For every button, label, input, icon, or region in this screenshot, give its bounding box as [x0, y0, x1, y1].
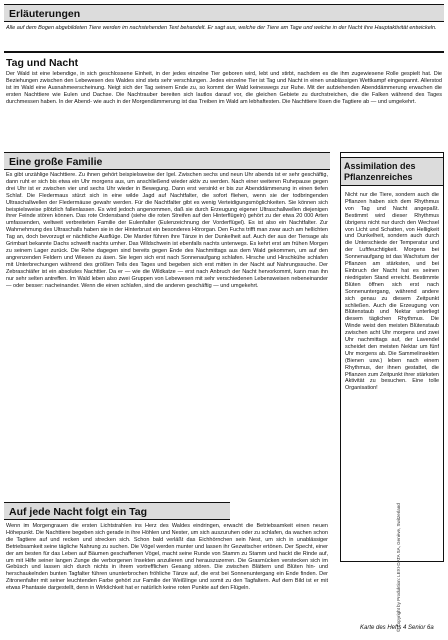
divider	[4, 51, 444, 53]
intro-text: Alle auf dem Bogen abgebildeten Tiere werden im nachstehenden Text behandelt. Er sagt aus, welche der Tiere am Tage und welche in der Nacht ihre Hauptaktivität entwickeln.	[6, 25, 437, 31]
assimilation-title: Assimilation des Pflanzenreiches	[341, 157, 443, 186]
day-night-text: Der Wald ist eine lebendige, in sich geschlossene Einheit, in der jedes einzelne Tier geboren wird, lebt und stirbt, nachdem es die ihm zugewiesene Rolle gespielt hat. Die Beziehungen zwischen den Lebewesen des Waldes sind stets sehr verschlungen. Jedes einzelne Tier ist Tag und Nacht in einen unablässigen Wettkampf eingespannt. Allerstod ist im Wald eine Ausnahmeerscheinung. Neigt sich der Tag seinem Ende zu, so kommt der Wald keineswegs zur Ruhe. Mit der aufziehenden Abenddämmerung erwachen die ersten Nachttiere wie Eulen und Dachse. Die Nachtrauber bereiten sich lautlos darauf vor, die gleichen Gebiete zu durchstreichen, die die Falken während des Tages durchmessen haben. In der Abend- wie auch in der Morgendämmerung ist das Treiben im Wald am lebhaftesten. Die Nachttiere lösen die Tagtiere ab — und umgekehrt.	[6, 71, 442, 105]
family-title: Eine große Familie	[4, 152, 330, 170]
assimilation-text: Nicht nur die Tiere, sondern auch die Pflanzen haben sich dem Rhythmus von Tag und Nacht angepaßt. Bestimmt wird dieser Rhythmus übrigens nicht nur durch den Wechsel von Licht und Schatten, von Helligkeit und Dunkelheit, sondern auch durch die Unterschiede der Temperatur und der Luftfeuchtigkeit. Morgens bei Sonnenaufgang ist das Wachstum der Pflanzen am stärksten, und bei Einbruch der Nacht hat es seinen niedrigsten Stand erreicht. Bestimmte Blüten öffnen sich erst nach Sonnenuntergang, während andere sich genau zu diesem Zeitpunkt schließen. Auch die Erzeugung von Blütenstaub und Nektar unterliegt diesem täglichen Rhythmus. Die Winde weist den meisten Blütenstaub zwischen acht Uhr morgens und zwei Uhr nachmittags auf, der Lavendel scheidet den meisten Nektar um fünf Uhr morgens ab. Die Sammelinsekten (Bienen usw.) leben nach einem Rhythmus, der ihnen gestattet, die Pflanzen zum Zeitpunkt ihrer stärksten Aktivität zu besuchen. Eine tolle Organisation!	[345, 192, 439, 392]
day-night-title: Tag und Nacht	[6, 57, 79, 69]
journey-text: Wenn im Morgengrauen die ersten Lichtstrahlen ins Herz des Waldes eindringen, erwacht die Betriebsamkeit einen neuen Höhepunkt. Die Nachttiere begeben sich gerade in ihre Höhlen und Nester, um sich auszuruhen oder zu schlafen, da wachen schon die Tagtiere auf und recken und strecken sich. Schon bald verläßt das Eichhörnchen sein Nest, um sich in unablässiger Betriebsamkeit seine tägliche Nahrung zu suchen. Die Vögel werden munter und lassen ihr Gezwitscher ertönen. Der Specht, einer der am besten für das Leben auf Bäumen geschaffenen Vögel, macht seine Runde von Stamm zu Stamm und hackt die Rinde auf, um mit Hilfe seiner langen Zunge die verborgenen Insekten anzulieren und herauszuzerren. Die Grasmücken verstecken sich im Gebüsch und lassen sich durch nichts in ihrem vortrefflichen Gesang stören. Die zwischen Blättern und Blüten hin- und herschaukelnden bunten Tagfalter führen ununterbrochen fröhliche Tänze auf, die erst bei Sonnenuntergang ein Ende finden. Der Zitronenfalter mit seiner leuchtenden Farbe gehört zur Familie der Weißlinge und somit zu den Tagfaltern. Auf dem Bild ist er mit etwas Phantasie dargestellt, denn in Wirklichkeit hat er natürlich keine roten Punkte auf den Flügeln.	[6, 523, 328, 592]
footer-caption: Karte des Hefts 4 Senior 6a	[360, 625, 434, 631]
intro-title: Erläuterungen	[4, 4, 444, 22]
copyright-notice: © Copyright by Produktion: LEXI-DATA SA, Genève, Switzerland	[396, 503, 401, 632]
family-text: Es gibt unzählige Nachttiere. Zu ihnen gehört beispielsweise der Igel. Zwischen sechs und neun Uhr abends ist er sehr geschäftig, dann ruht er sich bis etwa ein Uhr morgens aus, um anschließend wieder aktiv zu werden. Nach einer weiteren Ruhepause gegen drei Uhr ist er zwischen vier und sechs Uhr wieder in Bewegung. Dann erst versinkt er bis zur Abenddämmerung in einen tiefen Schlaf. Die Fledermaus stürzt sich in eine wilde Jagd auf Nachtfalter, die sofort fliehen, wenn sie der todbringenden Ultraschallwellen der Fledermäuse gewahr werden. Für die Nachtfalter gibt es wenig Verteidigungsmöglichkeiten. Sie können sich beispielsweise plötzlich fallenlassen. Es wird jedoch angenommen, daß sie durch Erzeugung eigener Ultraschallwellen diejenigen ihrer Feinde stören können. Das rote Ordensband (siehe die roten Streifen auf den Hinterflügeln) gehört zu der etwa 20 000 Arten umfassenden, weltweit verbreiteten Familie der Eulenfalter (Eulenzeichnung der Vorderflügel). Es ist also ein Nachtfalter. Zur Wahrnehmung des Ultraschalls haben sie in der Hinterbrust ein besonderes Hörorgan. Den Fuchs trifft man zwar auch am hellichten Tag an, doch bevorzugt er nächtliche Ausflüge. Die Marder führen ihre Tänze in der Dunkelheit auf. Auch der aus der Tiersage als Grimbart bekannte Dachs schweift nachts umher. Das Wildschwein ist ebenfalls nachts unterwegs. Es kehrt erst am frühen Morgen zu seinem Lager zurück. Die Rehe dagegen sind bereits gegen Ende des Nachmittags aus dem Wald gekommen, um auf den angrenzenden Feldern und Wiesen zu äsen. Sie legen sich erst nach Sonnenaufgang schlafen. Hirsche und Hirschkühe schlafen mit Unterbrechungen während des größten Teils des Tages und begeben sich erst mitten in der Nacht auf Nahrungssuche. Der Zebraschiäfer ist ein absolutes Nachttier. Da er — wie die Wildkatze — erst nach Anbruch der Nacht hervorkommt, kann man ihn nur sehr selten antreffen. Im Wald leben also zwei Gruppen von Lebewesen mit sehr verschiedenen Lebensweisen nebeneinander — oder besser: nacheinander. Wenn die einen schlafen, sind die anderen geschäftig — und umgekehrt.	[6, 172, 328, 289]
assimilation-box	[340, 152, 444, 562]
journey-title: Auf jede Nacht folgt ein Tag	[4, 502, 230, 520]
